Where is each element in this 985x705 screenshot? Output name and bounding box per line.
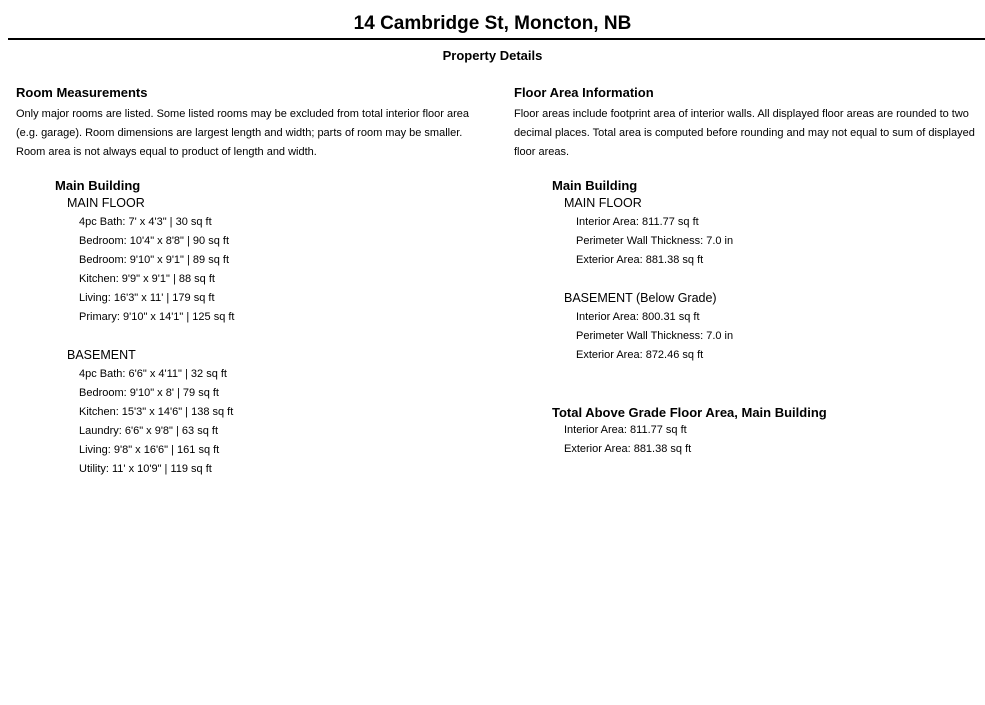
- area-detail-item: Interior Area: 800.31 sq ft: [576, 311, 700, 323]
- page-title: 14 Cambridge St, Moncton, NB: [353, 13, 632, 34]
- room-item: Utility: 11' x 10'9" | 119 sq ft: [79, 463, 212, 475]
- building-name: Main Building: [552, 178, 638, 193]
- floor-block-main-floor: [514, 194, 985, 270]
- room-item: Bedroom: 9'10" x 8' | 79 sq ft: [79, 387, 219, 399]
- area-detail-item: Perimeter Wall Thickness: 7.0 in: [576, 330, 734, 342]
- building-block: [514, 178, 985, 365]
- building-block: [16, 178, 514, 479]
- total-above-grade-block: [514, 405, 985, 459]
- total-detail-item: Exterior Area: 881.38 sq ft: [564, 443, 692, 455]
- content-columns: [0, 85, 985, 479]
- description-line: Room area is not always equal to product of length and width.: [16, 146, 317, 158]
- area-detail-item: Exterior Area: 881.38 sq ft: [576, 254, 704, 266]
- total-detail-item: Interior Area: 811.77 sq ft: [564, 424, 687, 436]
- page-subtitle: Property Details: [442, 48, 543, 63]
- floor-name: BASEMENT (Below Grade): [564, 291, 717, 305]
- floor-block-basement: [16, 346, 514, 479]
- room-item: Living: 9'8" x 16'6" | 161 sq ft: [79, 444, 220, 456]
- room-item: Laundry: 6'6" x 9'8" | 63 sq ft: [79, 425, 219, 437]
- floor-area-section: [514, 85, 985, 479]
- description-line: floor areas.: [514, 146, 570, 158]
- building-name: Main Building: [55, 178, 141, 193]
- floor-area-description: [514, 105, 985, 162]
- room-item: Bedroom: 10'4" x 8'8" | 90 sq ft: [79, 235, 230, 247]
- area-detail-item: Perimeter Wall Thickness: 7.0 in: [576, 235, 734, 247]
- header-divider: [8, 38, 985, 40]
- room-item: 4pc Bath: 6'6" x 4'11" | 32 sq ft: [79, 368, 227, 380]
- room-item: Bedroom: 9'10" x 9'1" | 89 sq ft: [79, 254, 230, 266]
- description-line: Floor areas include footprint area of interior walls. All displayed floor areas are rounded to two: [514, 108, 969, 120]
- floor-name: MAIN FLOOR: [67, 196, 145, 210]
- floor-name: MAIN FLOOR: [564, 196, 642, 210]
- room-item: Kitchen: 9'9" x 9'1" | 88 sq ft: [79, 273, 215, 285]
- room-item: Kitchen: 15'3" x 14'6" | 138 sq ft: [79, 406, 234, 418]
- description-line: decimal places. Total area is computed before rounding and may not equal to sum of displayed: [514, 127, 975, 139]
- area-detail-item: Interior Area: 811.77 sq ft: [576, 216, 699, 228]
- total-above-grade-heading: Total Above Grade Floor Area, Main Building: [552, 405, 827, 420]
- room-measurements-description: [16, 105, 514, 162]
- floor-area-heading: Floor Area Information: [514, 85, 654, 100]
- room-measurements-heading: Room Measurements: [16, 85, 148, 100]
- room-measurements-section: [0, 85, 514, 479]
- description-line: (e.g. garage). Room dimensions are largest length and width; parts of room may be smaller.: [16, 127, 463, 139]
- room-item: 4pc Bath: 7' x 4'3" | 30 sq ft: [79, 216, 212, 228]
- floor-name: BASEMENT: [67, 348, 136, 362]
- floor-block-main-floor: [16, 194, 514, 327]
- room-item: Living: 16'3" x 11' | 179 sq ft: [79, 292, 215, 304]
- room-item: Primary: 9'10" x 14'1" | 125 sq ft: [79, 311, 235, 323]
- floor-block-basement: [514, 289, 985, 365]
- area-detail-item: Exterior Area: 872.46 sq ft: [576, 349, 704, 361]
- description-line: Only major rooms are listed. Some listed rooms may be excluded from total interior floor area: [16, 108, 470, 120]
